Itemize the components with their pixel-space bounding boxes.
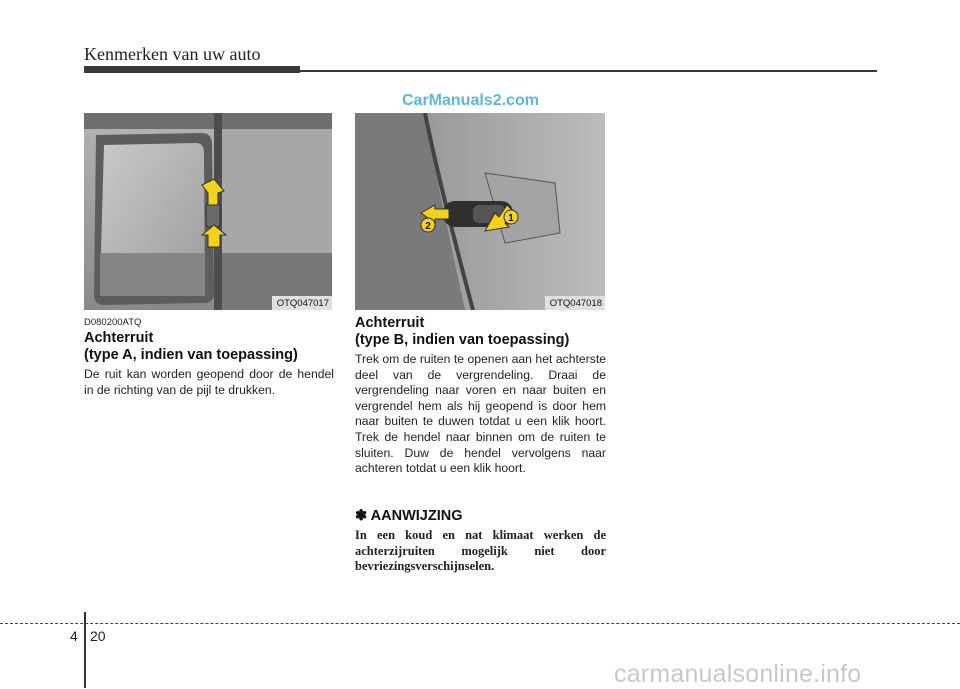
body-type-a: De ruit kan worden geopend door de hendel in de richting van de pijl te drukken. (84, 367, 334, 397)
body-type-b: Trek om de ruiten te openen aan het achterste deel van de vergrendeling. Draai de vergrendeling naar voren en naar buiten en vergrendel hem als hij geopend is door hem naar buiten te duwen totdat u een klik hoort. Trek de hendel naar binnen om de ruiten te sluiten. Duw de hendel vervolgens naar achteren totdat u een klik hoort. (355, 352, 606, 476)
photo-code-left: OTQ047017 (272, 296, 332, 310)
note-heading (355, 508, 463, 524)
window-type-a-illustration (84, 113, 332, 310)
note-text: In een koud en nat klimaat werken de achterzijruiten mogelijk niet door bevriezingsverschijnselen. (355, 528, 606, 573)
note-star-icon: ✽ (355, 508, 368, 524)
heading-type-a-line1: Achterruit (84, 330, 154, 346)
footer-divider (84, 612, 86, 688)
note-title: AANWIJZING (370, 508, 463, 524)
heading-type-b-line1: Achterruit (355, 315, 425, 331)
watermark-carmanuals: CarManuals2.com (402, 92, 539, 109)
heading-type-a-line2: (type A, indien van toepassing) (84, 347, 298, 363)
page-header-title: Kenmerken van uw auto (84, 44, 261, 64)
window-type-b-illustration (355, 113, 605, 310)
chapter-number: 4 (70, 628, 78, 644)
header-rule (300, 70, 877, 72)
photo-window-type-a (84, 113, 332, 310)
watermark-carmanualsonline: carmanualsonline.info (614, 660, 862, 688)
photo-code-right: OTQ047018 (545, 296, 605, 310)
page-number: 20 (90, 628, 106, 644)
heading-type-b (355, 315, 607, 349)
footer-rule (0, 623, 960, 624)
heading-type-a (84, 330, 334, 364)
header-bar (84, 66, 300, 73)
heading-type-b-line2: (type B, indien van toepassing) (355, 332, 570, 348)
photo-window-type-b (355, 113, 605, 310)
reference-code: D080200ATQ (84, 317, 142, 328)
callout-1-label: 1 (508, 213, 514, 224)
callout-2-label: 2 (425, 221, 431, 232)
